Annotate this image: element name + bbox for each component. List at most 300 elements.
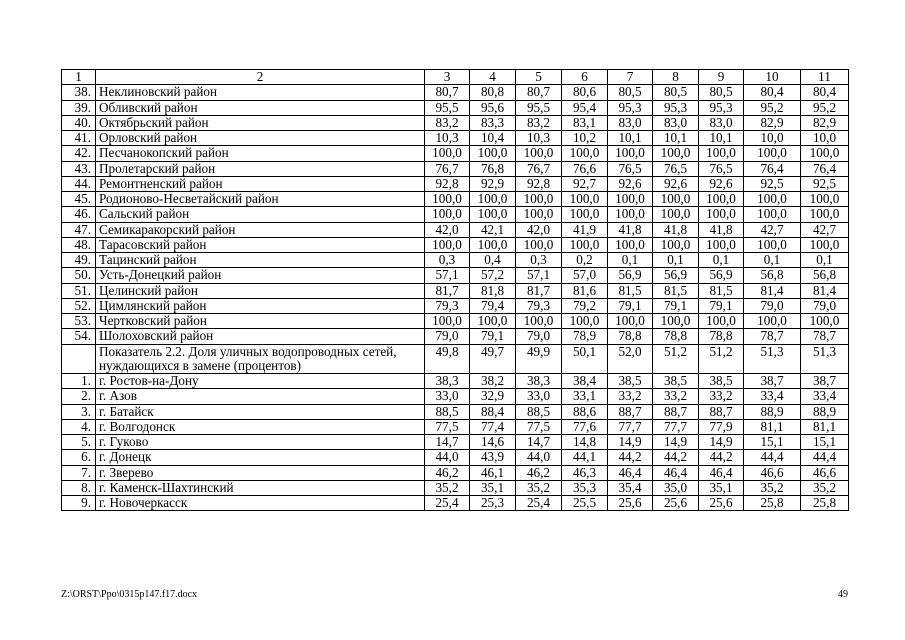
- row-name: Тацинский район: [96, 253, 425, 268]
- value-cell: 77,9: [699, 419, 744, 434]
- value-cell: 92,5: [744, 176, 801, 191]
- value-cell: 100,0: [425, 192, 470, 207]
- value-cell: 0,1: [744, 253, 801, 268]
- row-name: Целинский район: [96, 283, 425, 298]
- value-cell: 81,6: [562, 283, 608, 298]
- row-number: 2.: [62, 389, 96, 404]
- value-cell: 100,0: [801, 237, 849, 252]
- value-cell: 38,5: [699, 374, 744, 389]
- value-cell: 76,7: [425, 161, 470, 176]
- value-cell: 100,0: [470, 146, 516, 161]
- value-cell: 79,1: [470, 329, 516, 344]
- value-cell: 95,2: [744, 100, 801, 115]
- value-cell: 95,6: [470, 100, 516, 115]
- value-cell: 46,1: [470, 465, 516, 480]
- value-cell: 88,7: [653, 404, 699, 419]
- value-cell: 78,8: [608, 329, 653, 344]
- table-row: [62, 496, 849, 511]
- value-cell: 92,7: [562, 176, 608, 191]
- table-row: [62, 480, 849, 495]
- table-row: [62, 253, 849, 268]
- value-cell: 56,9: [653, 268, 699, 283]
- value-cell: 38,3: [425, 374, 470, 389]
- value-cell: 51,3: [744, 344, 801, 374]
- value-cell: 0,2: [562, 253, 608, 268]
- value-cell: 56,8: [744, 268, 801, 283]
- value-cell: 25,5: [562, 496, 608, 511]
- row-number: 9.: [62, 496, 96, 511]
- value-cell: 10,1: [699, 131, 744, 146]
- column-header: 5: [516, 70, 562, 85]
- value-cell: 0,1: [801, 253, 849, 268]
- column-header: 8: [653, 70, 699, 85]
- value-cell: 0,1: [653, 253, 699, 268]
- value-cell: 35,0: [653, 480, 699, 495]
- value-cell: 100,0: [801, 146, 849, 161]
- value-cell: 44,0: [516, 450, 562, 465]
- value-cell: 79,0: [744, 298, 801, 313]
- row-name: Усть-Донецкий район: [96, 268, 425, 283]
- column-header: 9: [699, 70, 744, 85]
- value-cell: 25,3: [470, 496, 516, 511]
- value-cell: 44,2: [699, 450, 744, 465]
- value-cell: 88,4: [470, 404, 516, 419]
- value-cell: 35,1: [699, 480, 744, 495]
- row-name: г. Ростов-на-Дону: [96, 374, 425, 389]
- value-cell: 100,0: [470, 207, 516, 222]
- table-row: [62, 100, 849, 115]
- value-cell: 46,6: [744, 465, 801, 480]
- row-number: 53.: [62, 314, 96, 329]
- value-cell: 38,7: [744, 374, 801, 389]
- value-cell: 57,0: [562, 268, 608, 283]
- value-cell: 80,7: [425, 85, 470, 100]
- value-cell: 100,0: [653, 146, 699, 161]
- value-cell: 100,0: [608, 192, 653, 207]
- value-cell: 79,0: [425, 329, 470, 344]
- value-cell: 100,0: [801, 314, 849, 329]
- value-cell: 100,0: [608, 237, 653, 252]
- value-cell: 35,3: [562, 480, 608, 495]
- value-cell: 25,8: [744, 496, 801, 511]
- row-name: г. Азов: [96, 389, 425, 404]
- table-row: [62, 344, 849, 374]
- value-cell: 32,9: [470, 389, 516, 404]
- value-cell: 83,3: [470, 115, 516, 130]
- value-cell: 49,9: [516, 344, 562, 374]
- value-cell: 100,0: [562, 237, 608, 252]
- table-row: [62, 192, 849, 207]
- row-name: г. Зверево: [96, 465, 425, 480]
- table-row: [62, 450, 849, 465]
- row-number: 6.: [62, 450, 96, 465]
- column-header: 3: [425, 70, 470, 85]
- value-cell: 79,0: [801, 298, 849, 313]
- value-cell: 76,7: [516, 161, 562, 176]
- value-cell: 81,4: [744, 283, 801, 298]
- value-cell: 25,4: [425, 496, 470, 511]
- value-cell: 100,0: [699, 314, 744, 329]
- value-cell: 78,7: [744, 329, 801, 344]
- row-number: 8.: [62, 480, 96, 495]
- row-number: 38.: [62, 85, 96, 100]
- value-cell: 100,0: [608, 146, 653, 161]
- value-cell: 76,5: [653, 161, 699, 176]
- value-cell: 10,4: [470, 131, 516, 146]
- value-cell: 10,1: [608, 131, 653, 146]
- row-number: 5.: [62, 435, 96, 450]
- row-name: Неклиновский район: [96, 85, 425, 100]
- value-cell: 46,2: [516, 465, 562, 480]
- row-name: Цимлянский район: [96, 298, 425, 313]
- value-cell: 88,5: [516, 404, 562, 419]
- value-cell: 100,0: [562, 146, 608, 161]
- row-number: 46.: [62, 207, 96, 222]
- row-number: 44.: [62, 176, 96, 191]
- value-cell: 100,0: [562, 207, 608, 222]
- table-row: [62, 115, 849, 130]
- value-cell: 92,8: [425, 176, 470, 191]
- value-cell: 76,4: [744, 161, 801, 176]
- value-cell: 100,0: [516, 146, 562, 161]
- value-cell: 100,0: [801, 207, 849, 222]
- value-cell: 100,0: [653, 192, 699, 207]
- value-cell: 83,2: [516, 115, 562, 130]
- value-cell: 10,0: [744, 131, 801, 146]
- row-number: 45.: [62, 192, 96, 207]
- value-cell: 100,0: [425, 237, 470, 252]
- table-row: [62, 314, 849, 329]
- value-cell: 100,0: [699, 207, 744, 222]
- value-cell: 49,7: [470, 344, 516, 374]
- value-cell: 56,8: [801, 268, 849, 283]
- value-cell: 41,8: [653, 222, 699, 237]
- value-cell: 79,3: [516, 298, 562, 313]
- value-cell: 100,0: [608, 314, 653, 329]
- row-number: 3.: [62, 404, 96, 419]
- value-cell: 44,1: [562, 450, 608, 465]
- row-number: 48.: [62, 237, 96, 252]
- value-cell: 100,0: [744, 192, 801, 207]
- value-cell: 79,0: [516, 329, 562, 344]
- value-cell: 25,6: [653, 496, 699, 511]
- table-row: [62, 419, 849, 434]
- row-number: 54.: [62, 329, 96, 344]
- table-row: [62, 435, 849, 450]
- value-cell: 25,8: [801, 496, 849, 511]
- table-header-row: [62, 70, 849, 85]
- value-cell: 57,1: [425, 268, 470, 283]
- value-cell: 35,4: [608, 480, 653, 495]
- value-cell: 88,9: [801, 404, 849, 419]
- table-row: [62, 465, 849, 480]
- value-cell: 44,4: [744, 450, 801, 465]
- value-cell: 38,5: [653, 374, 699, 389]
- value-cell: 79,2: [562, 298, 608, 313]
- value-cell: 81,7: [516, 283, 562, 298]
- value-cell: 10,3: [425, 131, 470, 146]
- value-cell: 100,0: [562, 314, 608, 329]
- value-cell: 95,4: [562, 100, 608, 115]
- value-cell: 100,0: [516, 207, 562, 222]
- row-name: Чертковский район: [96, 314, 425, 329]
- value-cell: 0,4: [470, 253, 516, 268]
- value-cell: 83,0: [608, 115, 653, 130]
- value-cell: 78,9: [562, 329, 608, 344]
- value-cell: 14,7: [425, 435, 470, 450]
- row-number: 51.: [62, 283, 96, 298]
- value-cell: 77,7: [608, 419, 653, 434]
- value-cell: 15,1: [801, 435, 849, 450]
- value-cell: 0,3: [425, 253, 470, 268]
- value-cell: 95,5: [516, 100, 562, 115]
- value-cell: 88,6: [562, 404, 608, 419]
- value-cell: 33,4: [801, 389, 849, 404]
- value-cell: 95,2: [801, 100, 849, 115]
- table-row: [62, 298, 849, 313]
- table-row: [62, 389, 849, 404]
- value-cell: 14,9: [699, 435, 744, 450]
- value-cell: 41,9: [562, 222, 608, 237]
- value-cell: 46,3: [562, 465, 608, 480]
- value-cell: 14,9: [608, 435, 653, 450]
- column-header: 1: [62, 70, 96, 85]
- value-cell: 100,0: [516, 314, 562, 329]
- value-cell: 46,4: [608, 465, 653, 480]
- value-cell: 52,0: [608, 344, 653, 374]
- column-header: 10: [744, 70, 801, 85]
- value-cell: 82,9: [744, 115, 801, 130]
- row-number: 4.: [62, 419, 96, 434]
- row-name: Семикаракорский район: [96, 222, 425, 237]
- value-cell: 100,0: [516, 192, 562, 207]
- value-cell: 100,0: [653, 207, 699, 222]
- row-name: Тарасовский район: [96, 237, 425, 252]
- value-cell: 77,5: [516, 419, 562, 434]
- value-cell: 95,3: [699, 100, 744, 115]
- value-cell: 81,8: [470, 283, 516, 298]
- value-cell: 82,9: [801, 115, 849, 130]
- value-cell: 100,0: [744, 207, 801, 222]
- row-name: г. Волгодонск: [96, 419, 425, 434]
- value-cell: 100,0: [516, 237, 562, 252]
- row-name: Сальский район: [96, 207, 425, 222]
- value-cell: 81,4: [801, 283, 849, 298]
- value-cell: 83,0: [653, 115, 699, 130]
- row-name: Октябрьский район: [96, 115, 425, 130]
- value-cell: 80,4: [744, 85, 801, 100]
- row-number: 43.: [62, 161, 96, 176]
- row-number: 49.: [62, 253, 96, 268]
- value-cell: 25,6: [608, 496, 653, 511]
- value-cell: 76,6: [562, 161, 608, 176]
- value-cell: 49,8: [425, 344, 470, 374]
- value-cell: 10,3: [516, 131, 562, 146]
- value-cell: 80,6: [562, 85, 608, 100]
- value-cell: 80,7: [516, 85, 562, 100]
- value-cell: 92,6: [608, 176, 653, 191]
- value-cell: 57,2: [470, 268, 516, 283]
- value-cell: 88,7: [699, 404, 744, 419]
- footer-file-path: Z:\ORST\Ppo\0315p147.f17.docx: [61, 589, 198, 600]
- value-cell: 33,2: [608, 389, 653, 404]
- value-cell: 100,0: [470, 237, 516, 252]
- value-cell: 81,1: [744, 419, 801, 434]
- value-cell: 92,9: [470, 176, 516, 191]
- row-name: Показатель 2.2. Доля уличных водопроводных сетей, нуждающихся в замене (процентов): [96, 344, 425, 374]
- table-row: [62, 283, 849, 298]
- value-cell: 33,2: [653, 389, 699, 404]
- value-cell: 46,6: [801, 465, 849, 480]
- value-cell: 100,0: [470, 192, 516, 207]
- value-cell: 33,0: [425, 389, 470, 404]
- value-cell: 77,7: [653, 419, 699, 434]
- row-name: г. Гуково: [96, 435, 425, 450]
- row-name: Ремонтненский район: [96, 176, 425, 191]
- row-number: 50.: [62, 268, 96, 283]
- value-cell: 38,3: [516, 374, 562, 389]
- value-cell: 78,8: [653, 329, 699, 344]
- row-number: 7.: [62, 465, 96, 480]
- value-cell: 50,1: [562, 344, 608, 374]
- value-cell: 10,0: [801, 131, 849, 146]
- value-cell: 100,0: [744, 314, 801, 329]
- row-name: Родионово-Несветайский район: [96, 192, 425, 207]
- value-cell: 46,4: [699, 465, 744, 480]
- value-cell: 81,5: [653, 283, 699, 298]
- value-cell: 83,1: [562, 115, 608, 130]
- value-cell: 35,2: [425, 480, 470, 495]
- value-cell: 42,7: [801, 222, 849, 237]
- value-cell: 92,5: [801, 176, 849, 191]
- value-cell: 35,2: [801, 480, 849, 495]
- value-cell: 100,0: [653, 314, 699, 329]
- value-cell: 100,0: [425, 314, 470, 329]
- value-cell: 80,5: [608, 85, 653, 100]
- value-cell: 77,4: [470, 419, 516, 434]
- value-cell: 43,9: [470, 450, 516, 465]
- value-cell: 88,9: [744, 404, 801, 419]
- value-cell: 51,3: [801, 344, 849, 374]
- table-row: [62, 161, 849, 176]
- value-cell: 80,5: [699, 85, 744, 100]
- table-row: [62, 374, 849, 389]
- value-cell: 80,5: [653, 85, 699, 100]
- value-cell: 51,2: [653, 344, 699, 374]
- value-cell: 41,8: [608, 222, 653, 237]
- row-name: Песчанокопский район: [96, 146, 425, 161]
- table-row: [62, 146, 849, 161]
- table-row: [62, 131, 849, 146]
- value-cell: 83,2: [425, 115, 470, 130]
- value-cell: 15,1: [744, 435, 801, 450]
- value-cell: 95,3: [608, 100, 653, 115]
- value-cell: 81,1: [801, 419, 849, 434]
- row-number: 39.: [62, 100, 96, 115]
- value-cell: 38,5: [608, 374, 653, 389]
- row-number: 41.: [62, 131, 96, 146]
- value-cell: 83,0: [699, 115, 744, 130]
- value-cell: 56,9: [699, 268, 744, 283]
- value-cell: 14,7: [516, 435, 562, 450]
- row-number: 40.: [62, 115, 96, 130]
- value-cell: 42,0: [425, 222, 470, 237]
- value-cell: 78,8: [699, 329, 744, 344]
- column-header: 7: [608, 70, 653, 85]
- value-cell: 100,0: [699, 237, 744, 252]
- table-row: [62, 176, 849, 191]
- value-cell: 100,0: [744, 146, 801, 161]
- value-cell: 44,2: [608, 450, 653, 465]
- value-cell: 76,5: [608, 161, 653, 176]
- value-cell: 44,2: [653, 450, 699, 465]
- value-cell: 42,1: [470, 222, 516, 237]
- value-cell: 80,8: [470, 85, 516, 100]
- value-cell: 79,3: [425, 298, 470, 313]
- value-cell: 33,0: [516, 389, 562, 404]
- value-cell: 33,4: [744, 389, 801, 404]
- table-row: [62, 237, 849, 252]
- footer-page-number: 49: [838, 589, 848, 600]
- row-name: Орловский район: [96, 131, 425, 146]
- row-number: 1.: [62, 374, 96, 389]
- value-cell: 42,0: [516, 222, 562, 237]
- value-cell: 46,2: [425, 465, 470, 480]
- value-cell: 57,1: [516, 268, 562, 283]
- table-row: [62, 222, 849, 237]
- row-name: г. Новочеркасск: [96, 496, 425, 511]
- row-number: 52.: [62, 298, 96, 313]
- value-cell: 44,4: [801, 450, 849, 465]
- value-cell: 35,2: [516, 480, 562, 495]
- value-cell: 35,1: [470, 480, 516, 495]
- value-cell: 81,7: [425, 283, 470, 298]
- value-cell: 77,5: [425, 419, 470, 434]
- value-cell: 81,5: [699, 283, 744, 298]
- data-table: [61, 69, 849, 511]
- value-cell: 14,9: [653, 435, 699, 450]
- value-cell: 79,4: [470, 298, 516, 313]
- value-cell: 35,2: [744, 480, 801, 495]
- value-cell: 100,0: [699, 146, 744, 161]
- value-cell: 0,1: [608, 253, 653, 268]
- value-cell: 100,0: [425, 146, 470, 161]
- value-cell: 76,8: [470, 161, 516, 176]
- value-cell: 88,5: [425, 404, 470, 419]
- value-cell: 25,6: [699, 496, 744, 511]
- column-header: 4: [470, 70, 516, 85]
- table-row: [62, 85, 849, 100]
- value-cell: 100,0: [699, 192, 744, 207]
- value-cell: 46,4: [653, 465, 699, 480]
- value-cell: 38,2: [470, 374, 516, 389]
- row-number: 42.: [62, 146, 96, 161]
- value-cell: 10,2: [562, 131, 608, 146]
- value-cell: 56,9: [608, 268, 653, 283]
- value-cell: 33,2: [699, 389, 744, 404]
- value-cell: 100,0: [801, 192, 849, 207]
- value-cell: 100,0: [744, 237, 801, 252]
- value-cell: 10,1: [653, 131, 699, 146]
- value-cell: 41,8: [699, 222, 744, 237]
- table-row: [62, 404, 849, 419]
- value-cell: 100,0: [425, 207, 470, 222]
- value-cell: 42,7: [744, 222, 801, 237]
- value-cell: 14,6: [470, 435, 516, 450]
- column-header: 11: [801, 70, 849, 85]
- value-cell: 92,6: [699, 176, 744, 191]
- table-row: [62, 207, 849, 222]
